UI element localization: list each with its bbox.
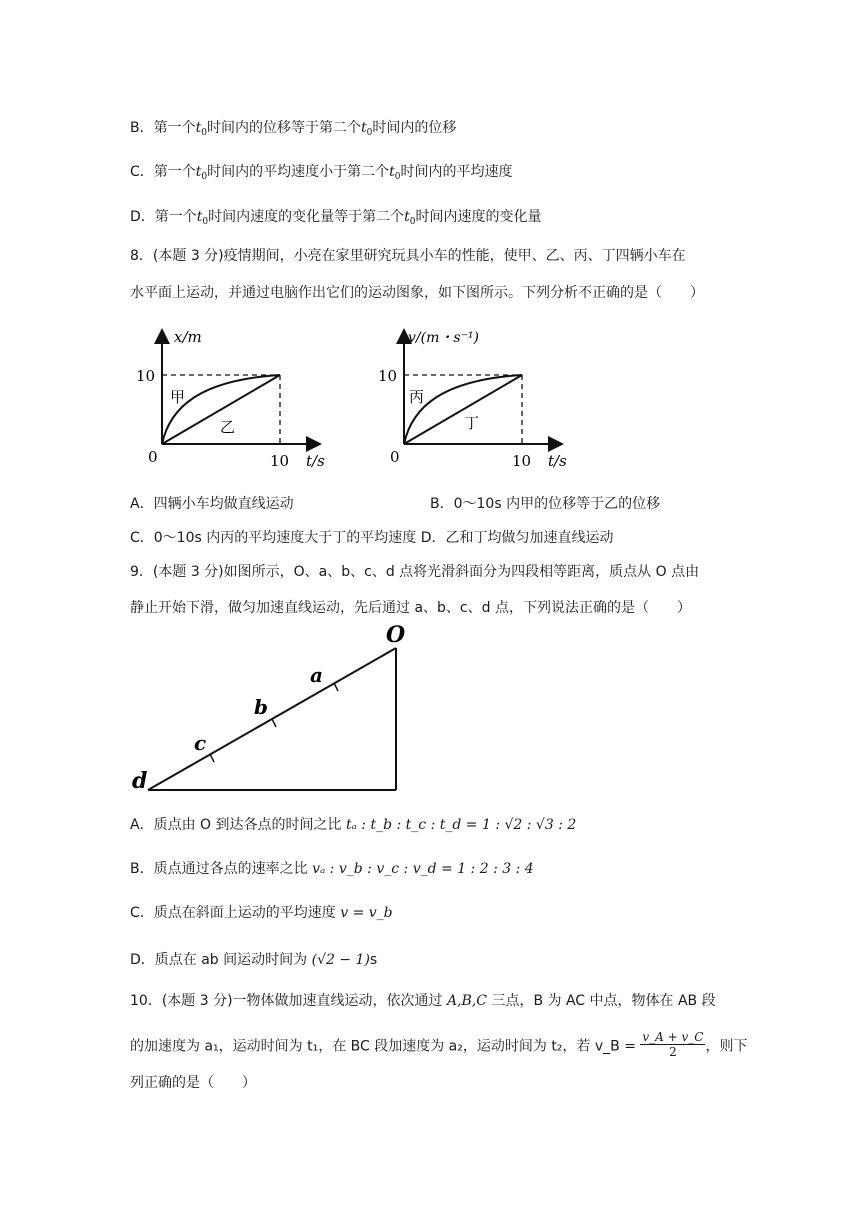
q10-points-abc: A,B,C [447,993,488,1009]
q7-option-b-pre: B．第一个 [130,120,196,136]
y-tick-10: 10 [136,367,156,385]
q7-option-b [130,118,456,143]
t0-symbol: $t_0$ [196,209,209,227]
y-tick-10: 10 [378,367,398,385]
q9-option-b-math: vₐ : v_b : v_c : v_d = 1 : 2 : 3 : 4 [312,861,534,877]
q9-option-d-math: (√2 − 1) [311,952,370,968]
q10-stem-part1: 10．(本题 3 分)一物体做加速直线运动，依次通过 [130,993,447,1009]
line-label-ding: 丁 [464,414,480,432]
t0-symbol: $t_0$ [195,120,207,138]
q9-option-a [130,815,576,835]
tick-b [272,719,276,727]
label-d: d [132,768,148,794]
q9-option-d-unit: s [369,952,378,968]
y-axis-label: v/(m・s⁻¹) [408,330,480,346]
q8-xt-graph [136,322,330,472]
q7-option-b-mid: 时间内的位移等于第二个 [206,120,361,136]
t0-symbol: $t_0$ [195,164,208,182]
q7-option-c-mid: 时间内的平均速度小于第二个 [207,164,390,180]
q10-fraction [640,1030,705,1059]
label-b: b [254,695,268,719]
t0-symbol: $t_0$ [389,164,401,182]
q9-option-a-math: tₐ : t_b : t_c : t_d = 1 : √2 : √3 : 2 [345,817,577,833]
q9-option-d-text: D．质点在 ab 间运动时间为 [130,952,312,968]
origin-label: 0 [390,448,400,466]
label-c: c [194,731,207,755]
label-a: a [310,663,323,687]
q7-option-c [130,162,513,187]
x-axis-label: t/s [306,452,325,470]
y-axis-label: x/m [174,328,202,346]
q7-option-c-post: 时间内的平均速度 [400,164,513,180]
q7-option-b-post: 时间内的位移 [372,120,457,136]
origin-label: 0 [148,448,158,466]
t0-symbol: $t_0$ [404,209,416,227]
q10-stem-part2: 三点，B 为 AC 中点，物体在 AB 段 [487,993,716,1009]
q8-option-c-d: C．0～10s 内丙的平均速度大于丁的平均速度 D．乙和丁均做匀加速直线运动 [130,530,614,546]
q9-stem-line1: 9．(本题 3 分)如图所示，O、a、b、c、d 点将光滑斜面分为四段相等距离，质点从 O 点由 [130,564,700,580]
q10-stem-part3: 的加速度为 a₁，运动时间为 t₁，在 BC 段加速度为 a₂，运动时间为 t₂，若 v_B = [130,1038,641,1055]
q8-option-a: A．四辆小车均做直线运动 [130,496,294,512]
q9-option-b [130,859,534,879]
q7-option-d-mid: 时间内速度的变化量等于第二个 [208,209,405,225]
q7-option-d-post: 时间内速度的变化量 [415,209,542,225]
q9-option-c [130,903,393,923]
curve-label-jia: 甲 [170,388,186,406]
q7-option-c-pre: C．第一个 [130,164,196,180]
q8-stem-line1: 8．(本题 3 分)疫情期间，小亮在家里研究玩具小车的性能，使甲、乙、丙、丁四辆小车在 [130,248,686,264]
q9-stem-line2: 静止开始下滑，做匀加速直线运动，先后通过 a、b、c、d 点，下列说法正确的是（ ） [130,600,691,616]
q8-option-b: B．0～10s 内甲的位移等于乙的位移 [430,496,661,512]
x-axis-label: t/s [548,452,567,470]
curve-label-bing: 丙 [409,388,425,406]
fraction-numerator: v_A + v_C [642,1030,704,1044]
t0-symbol: $t_0$ [360,120,373,138]
line-label-yi: 乙 [220,418,236,436]
tick-c [210,754,214,762]
q9-option-a-text: A．质点由 O 到达各点的时间之比 [130,817,346,833]
q9-option-d [130,950,377,970]
fraction-denominator: 2 [669,1045,677,1059]
label-O: O [386,622,406,648]
q10-stem-line1 [130,991,716,1011]
q10-stem-line2 [130,1032,747,1061]
q9-option-c-text: C．质点在斜面上运动的平均速度 [130,905,341,921]
q9-option-c-math: v = v_b [340,905,393,921]
q7-option-d [130,207,542,232]
q8-stem-line2: 水平面上运动，并通过电脑作出它们的运动图象，如下图所示。下列分析不正确的是（ ） [130,285,704,301]
q8-vt-graph [378,322,582,472]
q10-stem-line3: 列正确的是（ ） [130,1075,256,1091]
q9-incline-figure [128,620,418,798]
q9-option-b-text: B．质点通过各点的速率之比 [130,861,313,877]
q7-option-d-pre: D．第一个 [130,209,197,225]
x-tick-10: 10 [512,452,532,470]
tick-a [334,683,338,691]
x-tick-10: 10 [270,452,290,470]
q10-stem-part4: ，则下 [705,1038,748,1055]
